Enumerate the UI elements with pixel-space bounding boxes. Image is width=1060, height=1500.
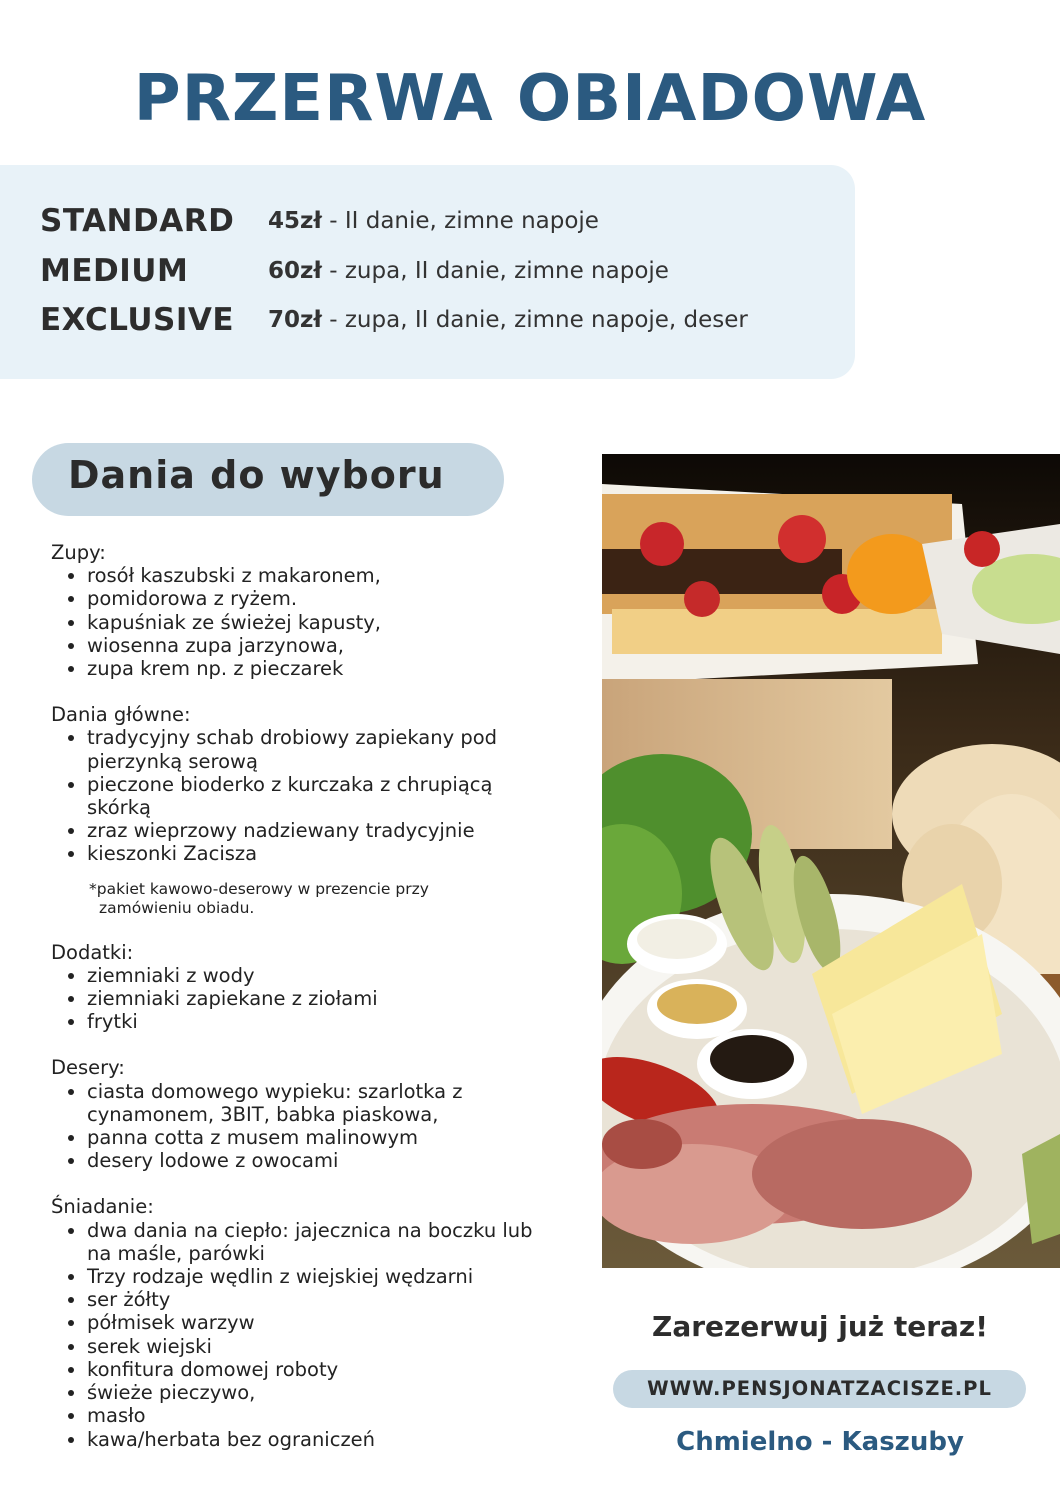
reservation-cta: Zarezerwuj już teraz! — [652, 1310, 988, 1343]
list-item: • pieczone bioderko z kurczaka z chrupiącą skórką — [87, 773, 551, 819]
list-item: • desery lodowe z owocami — [87, 1149, 551, 1172]
tier-includes: - zupa, II danie, zimne napoje, deser — [321, 307, 748, 333]
section-heading-pill — [32, 443, 504, 516]
website-link[interactable]: WWW.PENSJONATZACISZE.PL — [647, 1377, 992, 1400]
tier-price: 60zł — [268, 258, 322, 284]
list-item: • serek wiejski — [87, 1335, 551, 1358]
list-item: • świeże pieczywo, — [87, 1381, 551, 1404]
list-item: • kawa/herbata bez ograniczeń — [87, 1428, 551, 1451]
buffet-photo — [602, 454, 1060, 1268]
tier-name: EXCLUSIVE — [40, 302, 235, 338]
tier-price: 45zł — [268, 208, 322, 234]
list-item: • konfitura domowej roboty — [87, 1358, 551, 1381]
list-item: • pomidorowa z ryżem. — [87, 587, 551, 610]
category-label-mains: Dania główne: — [51, 703, 191, 727]
list-item: • ciasta domowego wypieku: szarlotka z cynamonem, 3BIT, babka piaskowa, — [87, 1080, 551, 1126]
tier-name: MEDIUM — [40, 253, 189, 289]
list-item: • masło — [87, 1404, 551, 1427]
list-item: • półmisek warzyw — [87, 1311, 551, 1334]
list-item: • tradycyjny schab drobiowy zapiekany pod pierzynką serową — [87, 726, 551, 772]
section-heading: Dania do wyboru — [68, 453, 445, 497]
category-label-soups: Zupy: — [51, 541, 106, 564]
tier-description — [268, 208, 599, 234]
list-item: • rosół kaszubski z makaronem, — [87, 564, 551, 587]
list-item: • ziemniaki z wody — [87, 964, 551, 987]
soups-list — [51, 564, 551, 680]
sides-list — [51, 964, 551, 1034]
list-item: • ser żółty — [87, 1288, 551, 1311]
breakfast-list — [51, 1219, 551, 1451]
list-item: • Trzy rodzaje wędlin z wiejskiej wędzarni — [87, 1265, 551, 1288]
tier-price: 70zł — [268, 307, 322, 333]
tier-description — [268, 258, 669, 284]
tier-exclusive — [40, 302, 840, 342]
tier-description — [268, 307, 748, 333]
list-item: • kieszonki Zacisza — [87, 842, 551, 865]
website-pill[interactable] — [613, 1370, 1026, 1408]
category-label-desserts: Desery: — [51, 1056, 125, 1080]
tier-name: STANDARD — [40, 203, 235, 239]
list-item: • dwa dania na ciepło: jajecznica na boczku lub na maśle, parówki — [87, 1219, 551, 1265]
gift-note-line: *pakiet kawowo-deserowy w prezencie przy — [89, 879, 429, 898]
tier-includes: - zupa, II danie, zimne napoje — [321, 258, 669, 284]
gift-note — [89, 880, 551, 918]
page-title: PRZERWA OBIADOWA — [133, 62, 927, 136]
desserts-list — [51, 1080, 551, 1173]
list-item: • zraz wieprzowy nadziewany tradycyjnie — [87, 819, 551, 842]
tier-includes: - II danie, zimne napoje — [321, 208, 599, 234]
tier-medium — [40, 253, 840, 293]
list-item: • frytki — [87, 1010, 551, 1033]
list-item: • kapuśniak ze świeżej kapusty, — [87, 611, 551, 634]
pricing-box — [0, 165, 855, 379]
mains-list — [51, 726, 551, 865]
list-item: • panna cotta z musem malinowym — [87, 1126, 551, 1149]
list-item: • ziemniaki zapiekane z ziołami — [87, 987, 551, 1010]
list-item: • zupa krem np. z pieczarek — [87, 657, 551, 680]
category-label-breakfast: Śniadanie: — [51, 1195, 154, 1219]
list-item: • wiosenna zupa jarzynowa, — [87, 634, 551, 657]
buffet-illustration — [602, 454, 1060, 1268]
tier-standard — [40, 203, 840, 243]
gift-note-line: zamówieniu obiadu. — [99, 898, 255, 917]
location-text: Chmielno - Kaszuby — [676, 1427, 964, 1457]
menu-list — [51, 541, 551, 1451]
category-label-sides: Dodatki: — [51, 940, 134, 964]
